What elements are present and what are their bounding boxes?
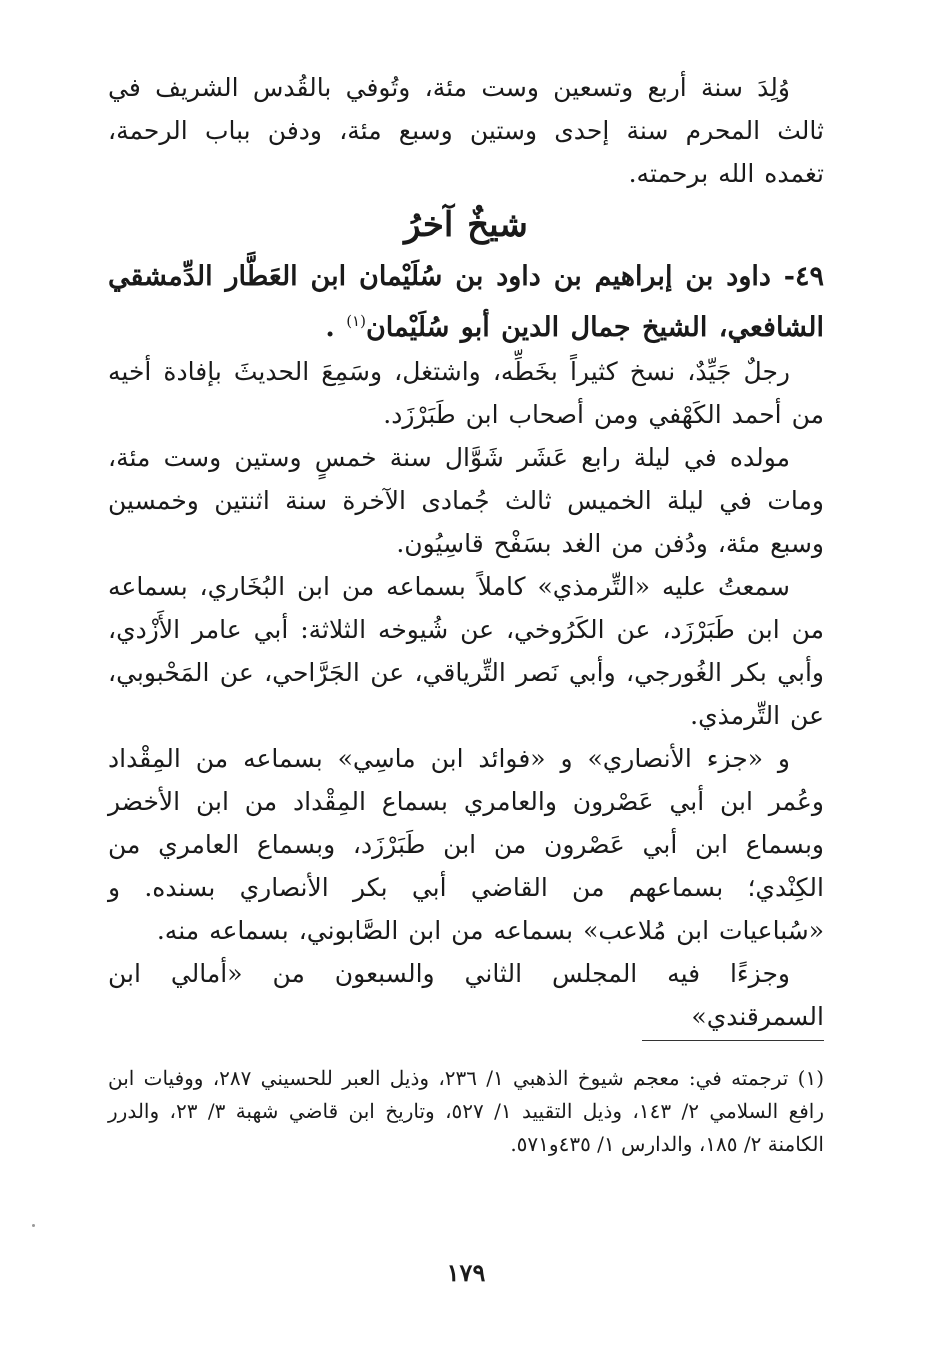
footnote-text: (١) ترجمته في: معجم شيوخ الذهبي ١/ ٢٣٦، وذيل العبر للحسيني ٢٨٧، ووفيات ابن رافع السلامي ٢/ ١٤٣، وذيل التقييد ١/ ٥٢٧، وتاريخ ابن قاضي شهبة ٣/ ٢٣، والدرر الكامنة ٢/ ١٨٥، والدارس ١/ ٤٣٥و٥٧١. [108, 1066, 824, 1156]
paragraph-dates: مولده في ليلة رابع عَشَر شَوَّال سنة خمسٍ وستين وست مئة، ومات في ليلة الخميس ثالث جُمادى الآخرة سنة اثنتين وخمسين وسبع مئة، ودُفن من الغد بسَفْح قاسِيُون. [108, 443, 824, 558]
paragraph-birth-death: وُلِدَ سنة أربع وتسعين وست مئة، وتُوفي بالقُدس الشريف في ثالث المحرم سنة إحدى وستين وسبع مئة، ودفن بباب الرحمة، تغمده الله برحمته. [108, 73, 824, 188]
footnote-reference: (١) [346, 312, 366, 330]
footnote-separator [642, 1040, 824, 1041]
section-heading: شيخٌ آخرُ [404, 205, 528, 245]
footnote [108, 1062, 824, 1161]
paragraph-juz: و «جزء الأنصاري» و «فوائد ابن ماسِي» بسماعه من المِقْداد وعُمر ابن أبي عَصْرون والعامري بسماع المِقْداد من ابن الأخضر وبسماع ابن أبي عَصْرون من ابن طَبَرْزَد، وبسماع العامري من الكِنْدي؛ بسماعهم من القاضي أبي بكر الأنصاري بسنده. و «سُباعيات ابن مُلاعب» بسماعه من ابن الصَّابوني، بسماعه منه. [108, 744, 825, 945]
entry-end: . [325, 312, 335, 343]
paragraph-amali: وجزءًا فيه المجلس الثاني والسبعون من «أمالي ابن السمرقندي» [108, 959, 824, 1031]
scan-speck [32, 1224, 35, 1227]
entry-title: ٤٩- داود بن إبراهيم بن داود بن سُلَيْمان ابن العَطَّار الدِّمشقي الشافعي، الشيخ جمال الدين أبو سُلَيْمان [108, 261, 824, 343]
main-text [108, 66, 824, 1038]
biography-entry-heading [108, 255, 824, 350]
paragraph-tirmidhi: سمعتُ عليه «التِّرمذي» كاملاً بسماعه من ابن البُخَاري، بسماعه من ابن طَبَرْزَد، عن الكَرُوخي، عن شُيوخه الثلاثة: أبي عامر الأَزْدي، وأبي بكر الغُورجي، وأبي نَصر التِّرياقي، عن الجَرَّاحي، عن المَحْبوبي، عن التِّرمذي. [108, 572, 824, 730]
page-number: ١٧٩ [446, 1258, 486, 1287]
paragraph-description: رجلٌ جَيِّدٌ، نسخ كثيراً بخَطِّه، واشتغل، وسَمِعَ الحديثَ بإفادة أخيه من أحمد الكَهْفي ومن أصحاب ابن طَبَرْزَد. [108, 357, 824, 429]
